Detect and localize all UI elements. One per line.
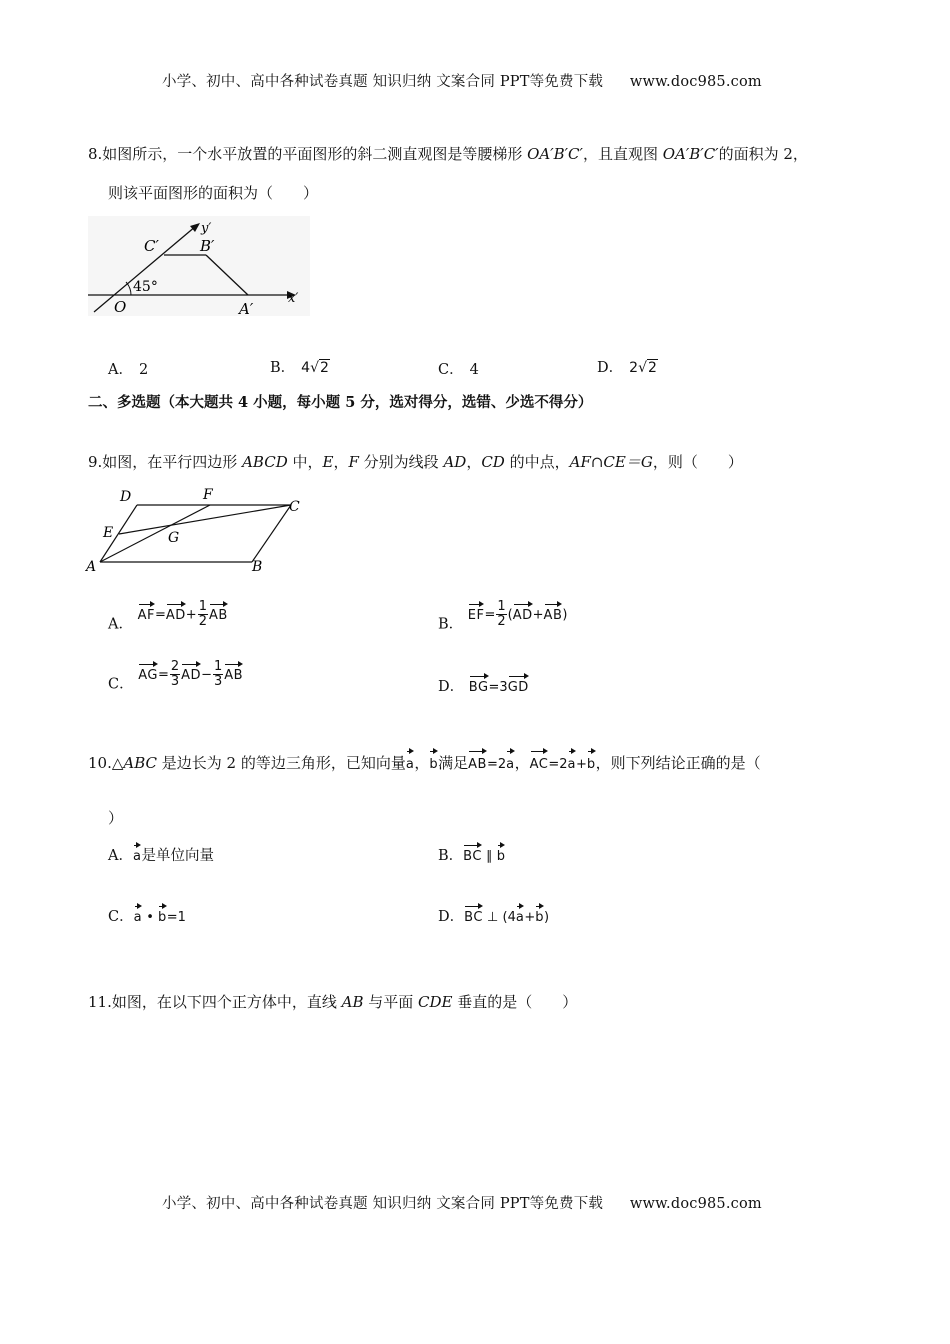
q8-option-a[interactable] [108,358,148,379]
option-label: A． [108,616,133,633]
label-E: E [103,525,114,541]
q10-mid1: 是边长为 2 的等边三角形，已知向量 [157,754,406,772]
op-eq: = [157,667,169,683]
option-label: A． [108,362,133,378]
vec-a: a [568,749,576,775]
option-radicand: 2 [320,360,329,376]
op-plus: + [524,910,536,925]
eq-1: =1 [166,910,186,925]
q10-mid2: 满足 [438,754,469,772]
q8-trapezoid-2: OA′B′C′ [662,145,719,163]
label-O: O [114,298,127,316]
paren-close: ) [544,910,550,925]
q8-prefix: 8.如图所示，一个水平放置的平面图形的斜二测直观图是等腰梯形 [88,145,528,163]
option-coef: 2 [629,360,639,376]
option-label: B． [438,616,464,633]
vec-AB: AB [209,602,228,623]
option-label: C． [108,909,134,925]
vec-b: b [497,843,506,864]
q9-option-c[interactable] [108,660,243,694]
q11-cde: CDE [418,993,453,1011]
vec-BC: BC [463,843,482,864]
vec-a: a [506,749,514,775]
fraction-half [198,600,208,629]
fraction-one-third [213,660,223,689]
vec-AF: AF [138,602,155,623]
q10-suffix: ，则下列结论正确的是（ [595,754,761,772]
vec-AB: AB [544,602,563,623]
fraction-half [496,600,506,629]
op-plus: + [185,607,197,623]
q11-mid: 与平面 [363,993,419,1011]
coef-3: 3 [499,680,508,695]
op-dot: • [142,910,159,925]
vec-a: a [406,749,414,775]
paren-open: ( [507,607,513,623]
q8-mid: ，且直观图 [582,145,663,163]
denominator: 3 [213,674,223,689]
q10-option-a[interactable] [108,843,214,865]
header-url: www.doc985.com [629,74,762,90]
q9-abcd: ABCD [242,453,288,471]
q9-mid1: 中， [287,453,323,471]
vec-AD: AD [166,602,186,623]
q9-mid3: 的中点， [504,453,570,471]
vec-a: a [516,904,524,925]
vec-a: a [134,904,142,925]
option-value: 4 [469,362,479,378]
q9-f: F [348,453,359,471]
numerator: 1 [198,599,207,614]
q10-text [88,749,761,775]
label-y: y′ [201,221,212,236]
denominator: 2 [497,614,506,629]
q11-suffix: 垂直的是（ ） [452,993,578,1011]
vec-AD: AD [513,602,533,623]
q9-option-b[interactable] [438,600,567,634]
eq-2: =2 [548,757,568,772]
q9-e: E [322,453,334,471]
vec-b: b [535,904,544,925]
option-label: D． [597,360,624,376]
q11-text [88,992,577,1012]
op-plus: + [532,607,544,623]
paren-close: ) [562,607,568,623]
label-45deg: 45° [133,279,158,295]
q9-cd: CD [481,453,505,471]
op-plus: + [576,757,587,772]
page-header [162,70,762,91]
eq-2: =2 [486,757,507,772]
op-minus: − [201,667,212,683]
q9-suffix: ，则（ ） [652,453,743,471]
q10-option-c[interactable] [108,904,186,926]
option-text: 是单位向量 [141,848,214,864]
q9-option-a[interactable] [108,600,228,634]
q9-comma: ， [333,453,349,471]
vec-AC: AC [530,749,549,775]
numerator: 2 [170,659,180,674]
vec-b: b [587,749,596,775]
op-eq: = [488,680,500,695]
label-F: F [203,487,213,503]
op-eq: = [154,607,166,623]
fraction-two-thirds [170,660,180,689]
footer-text: 小学、初中、高中各种试卷真题 知识归纳 文案合同 PPT等免费下载 [162,1196,604,1212]
q10-line2: ） [108,809,124,827]
vec-a: a [133,843,141,864]
q9-comma2: ， [466,453,482,471]
q9-ad: AD [443,453,467,471]
vec-EF: EF [468,602,485,623]
option-label: C． [438,362,464,378]
segment-EC [119,505,291,534]
vec-AD: AD [181,662,201,683]
vec-BG: BG [469,674,489,695]
q10-option-b[interactable] [438,843,505,865]
q9-text [88,452,743,472]
q8-line2: 则该平面图形的面积为（ ） [108,184,319,202]
section-title: 二、多选题（本大题共 4 小题，每小题 5 分，选对得分，选错、少选不得分） [88,394,593,411]
q8-option-c[interactable] [438,358,479,379]
op-eq: = [484,607,496,623]
vec-AB: AB [224,662,243,683]
vec-GD: GD [508,674,529,695]
q10-abc: ABC [123,754,158,772]
q8-suffix: 的面积为 2， [718,145,808,163]
vec-b: b [158,904,167,925]
option-coef: 4 [301,360,311,376]
option-label: B． [270,360,296,376]
op-parallel: ∥ [481,849,497,864]
q9-intersection: AF∩CE＝G [569,453,653,471]
q9-figure [82,484,312,576]
numerator: 1 [213,659,223,674]
q8-trapezoid-1: OA′B′C′ [527,145,583,163]
page-footer [162,1192,762,1213]
option-label: D． [438,679,465,695]
paren-open-4: (4 [502,910,516,925]
q10-comma2: ， [514,754,530,772]
label-B: B′ [200,237,215,255]
label-A: A′ [239,300,254,318]
vec-b: b [429,749,438,775]
label-A: A [86,559,97,575]
segment-AF [100,505,210,562]
q9-prefix: 9.如图，在平行四边形 [88,453,243,471]
label-C: C [289,499,300,515]
vec-AG: AG [138,662,158,683]
option-radicand: 2 [647,360,657,376]
q11-prefix: 11.如图，在以下四个正方体中，直线 [88,993,342,1011]
q8-line1 [88,144,808,164]
numerator: 1 [497,599,506,614]
label-x: x′ [288,291,299,306]
denominator: 3 [170,674,180,689]
label-G: G [168,530,180,546]
q9-option-d[interactable] [438,674,529,696]
label-C: C′ [144,237,159,255]
side-BC [252,505,291,562]
vec-AB: AB [468,749,487,775]
label-B: B [252,559,263,575]
op-perp: ⊥ [482,910,503,925]
q9-mid2: 分别为线段 [358,453,444,471]
denominator: 2 [198,614,207,629]
footer-url: www.doc985.com [629,1196,762,1212]
vec-BC: BC [464,904,483,925]
label-D: D [120,489,132,505]
header-text: 小学、初中、高中各种试卷真题 知识归纳 文案合同 PPT等免费下载 [162,74,604,90]
q8-option-d[interactable]: D． 2√2 [597,360,657,376]
option-label: D． [438,909,465,925]
q10-prefix: 10.△ [88,754,124,772]
option-value: 2 [138,362,149,378]
q8-figure [84,214,314,319]
option-label: C． [108,676,134,693]
q8-option-b[interactable]: B． 4√2 [270,360,329,376]
option-label: B． [438,848,464,864]
q10-comma: ， [414,754,430,772]
q11-ab: AB [341,993,364,1011]
q10-option-d[interactable] [438,904,549,926]
option-label: A． [108,848,133,864]
